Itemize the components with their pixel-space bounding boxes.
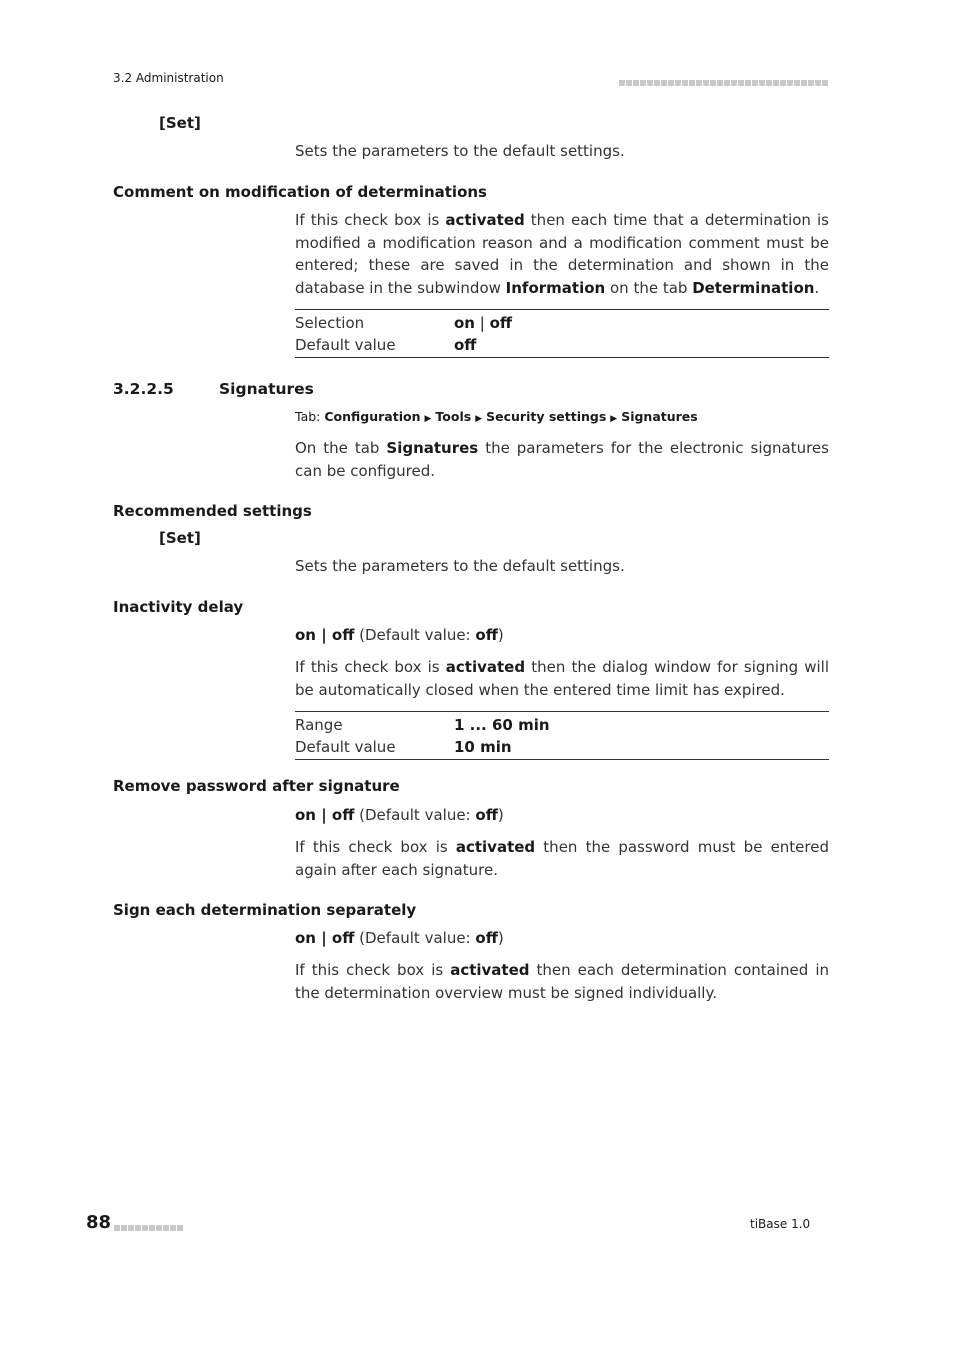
set-button-label: [Set]: [159, 114, 201, 132]
remove-password-heading: Remove password after signature: [113, 777, 400, 795]
set-button-label: [Set]: [159, 529, 201, 547]
table-row: Selection on | off: [295, 314, 513, 332]
arrow-right-icon: ▶: [475, 414, 483, 424]
product-name: tiBase 1.0: [750, 1217, 811, 1231]
inactivity-paragraph: If this check box is activated then the dialog window for signing will be automatically closed when the entered time limit has expired.: [295, 658, 830, 699]
sign-each-options: on | off (Default value: off): [295, 929, 504, 947]
comment-param-table: [295, 309, 829, 358]
section-title: Signatures: [219, 380, 314, 398]
arrow-right-icon: ▶: [424, 414, 432, 424]
remove-password-options: on | off (Default value: off): [295, 806, 504, 824]
inactivity-options: on | off (Default value: off): [295, 626, 504, 644]
table-row: Range 1 ... 60 min: [295, 716, 550, 734]
remove-password-paragraph: If this check box is activated then the password must be entered again after each signature.: [295, 838, 829, 879]
running-header-section: 3.2 Administration: [113, 71, 224, 85]
page-number: 88: [86, 1212, 112, 1233]
header-decoration: [619, 72, 829, 91]
inactivity-param-table: [295, 711, 829, 760]
recommended-heading: Recommended settings: [113, 502, 312, 520]
tab-navigation-path: Tab: Configuration ▶ Tools ▶ Security settings ▶ Signatures: [295, 409, 698, 424]
comment-paragraph: If this check box is activated then each time that a determination is modified a modification reason and a modification comment must be entered; these are saved in the determination and shown in the database in the subwindow Information on the tab Determination.: [295, 211, 829, 297]
inactivity-heading: Inactivity delay: [113, 598, 244, 616]
set-description: Sets the parameters to the default settings.: [295, 142, 625, 160]
table-row: Default value 10 min: [295, 738, 512, 756]
footer-decoration: [114, 1217, 184, 1236]
section-number: 3.2.2.5: [113, 380, 174, 398]
set-description: Sets the parameters to the default settings.: [295, 557, 625, 575]
signatures-intro: On the tab Signatures the parameters for the electronic signatures can be configured.: [295, 439, 829, 480]
section-heading: [113, 380, 314, 398]
sign-each-heading: Sign each determination separately: [113, 901, 417, 919]
comment-heading: Comment on modification of determinations: [113, 183, 487, 201]
sign-each-paragraph: If this check box is activated then each determination contained in the determination overview must be signed individually.: [295, 961, 829, 1002]
table-row: Default value off: [295, 336, 477, 354]
arrow-right-icon: ▶: [610, 414, 618, 424]
